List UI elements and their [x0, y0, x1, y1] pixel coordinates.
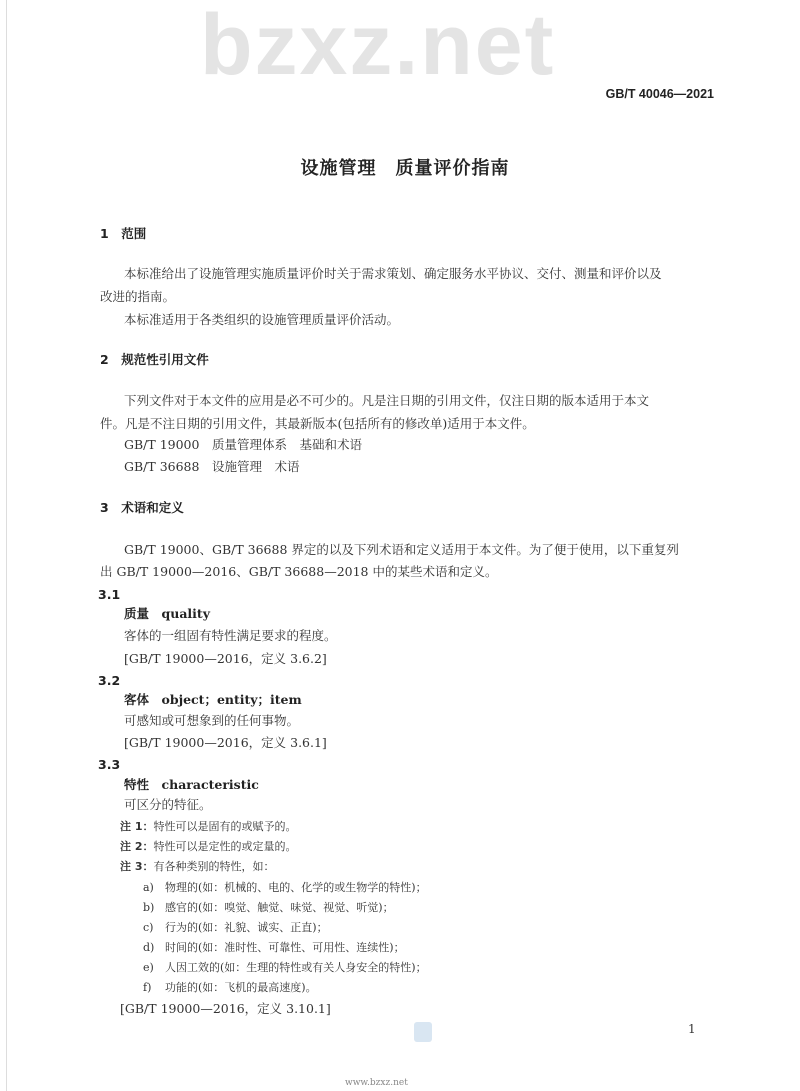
- footer-text: www.bzxz.net: [345, 1078, 408, 1088]
- term-number: 3.1: [98, 587, 121, 602]
- paragraph-line: 本标准适用于各类组织的设施管理质量评价活动。: [124, 312, 400, 327]
- term-source: [GB/T 19000—2016，定义 3.6.1]: [124, 735, 327, 750]
- list-label: e): [143, 961, 154, 974]
- list-item: [143, 960, 427, 976]
- list-item: [143, 980, 317, 996]
- note-label: 注 2：: [120, 840, 154, 853]
- list-text: 时间的(如：准时性、可靠性、可用性、连续性)；: [165, 941, 405, 954]
- note: [120, 839, 296, 855]
- term-source: [GB/T 19000—2016，定义 3.6.2]: [124, 651, 327, 666]
- note-label: 注 1：: [120, 820, 154, 833]
- list-label: a): [143, 881, 154, 894]
- paragraph-line: 下列文件对于本文件的应用是必不可少的。凡是注日期的引用文件，仅注日期的版本适用于本文: [124, 393, 650, 408]
- note-text: 特性可以是定性的或定量的。: [153, 840, 297, 853]
- term-name: 质量 quality: [124, 606, 210, 621]
- term-source: [GB/T 19000—2016，定义 3.10.1]: [120, 1001, 331, 1016]
- list-label: b): [143, 901, 155, 914]
- logo-icon: [414, 1022, 432, 1042]
- note: [120, 819, 296, 835]
- page-number: 1: [688, 1022, 696, 1036]
- list-item: [143, 940, 405, 956]
- list-text: 功能的(如：飞机的最高速度)。: [165, 981, 317, 994]
- watermark: bzxz.net: [200, 0, 556, 93]
- term-number: 3.2: [98, 673, 121, 688]
- term-definition: 可区分的特征。: [124, 797, 212, 812]
- term-definition: 可感知或可想象到的任何事物。: [124, 713, 300, 728]
- list-text: 人因工效的(如：生理的特性或有关人身安全的特性)；: [165, 961, 427, 974]
- list-label: d): [143, 941, 155, 954]
- note-label: 注 3：: [120, 860, 154, 873]
- list-item: [143, 880, 427, 896]
- term-name: 特性 characteristic: [124, 777, 259, 792]
- term-name: 客体 object；entity；item: [124, 692, 302, 707]
- section-heading: 1 范围: [100, 226, 147, 241]
- paragraph-line: 本标准给出了设施管理实施质量评价时关于需求策划、确定服务水平协议、交付、测量和评价以及: [124, 266, 662, 281]
- paragraph-line: 出 GB/T 19000—2016、GB/T 36688—2018 中的某些术语和定义。: [100, 564, 498, 579]
- section-heading: 3 术语和定义: [100, 500, 184, 515]
- term-number: 3.3: [98, 757, 121, 772]
- list-item: [143, 900, 394, 916]
- section-heading: 2 规范性引用文件: [100, 352, 209, 367]
- reference-item: GB/T 36688 设施管理 术语: [124, 459, 300, 474]
- paragraph-line: 件。凡是不注日期的引用文件，其最新版本(包括所有的修改单)适用于本文件。: [100, 416, 535, 431]
- list-label: c): [143, 921, 154, 934]
- list-item: [143, 920, 328, 936]
- note-text: 有各种类别的特性，如：: [153, 860, 275, 873]
- paragraph-line: 改进的指南。: [100, 289, 176, 304]
- note: [120, 859, 274, 875]
- standard-number: GB/T 40046—2021: [605, 87, 714, 101]
- list-text: 行为的(如：礼貌、诚实、正直)；: [165, 921, 328, 934]
- note-text: 特性可以是固有的或赋予的。: [153, 820, 297, 833]
- term-definition: 客体的一组固有特性满足要求的程度。: [124, 628, 337, 643]
- list-text: 感官的(如：嗅觉、触觉、味觉、视觉、听觉)；: [165, 901, 394, 914]
- paragraph-line: GB/T 19000、GB/T 36688 界定的以及下列术语和定义适用于本文件。为了便于使用，以下重复列: [124, 542, 679, 557]
- document-title: 设施管理 质量评价指南: [300, 158, 510, 179]
- reference-item: GB/T 19000 质量管理体系 基础和术语: [124, 437, 362, 452]
- list-text: 物理的(如：机械的、电的、化学的或生物学的特性)；: [165, 881, 427, 894]
- list-label: f): [143, 981, 152, 994]
